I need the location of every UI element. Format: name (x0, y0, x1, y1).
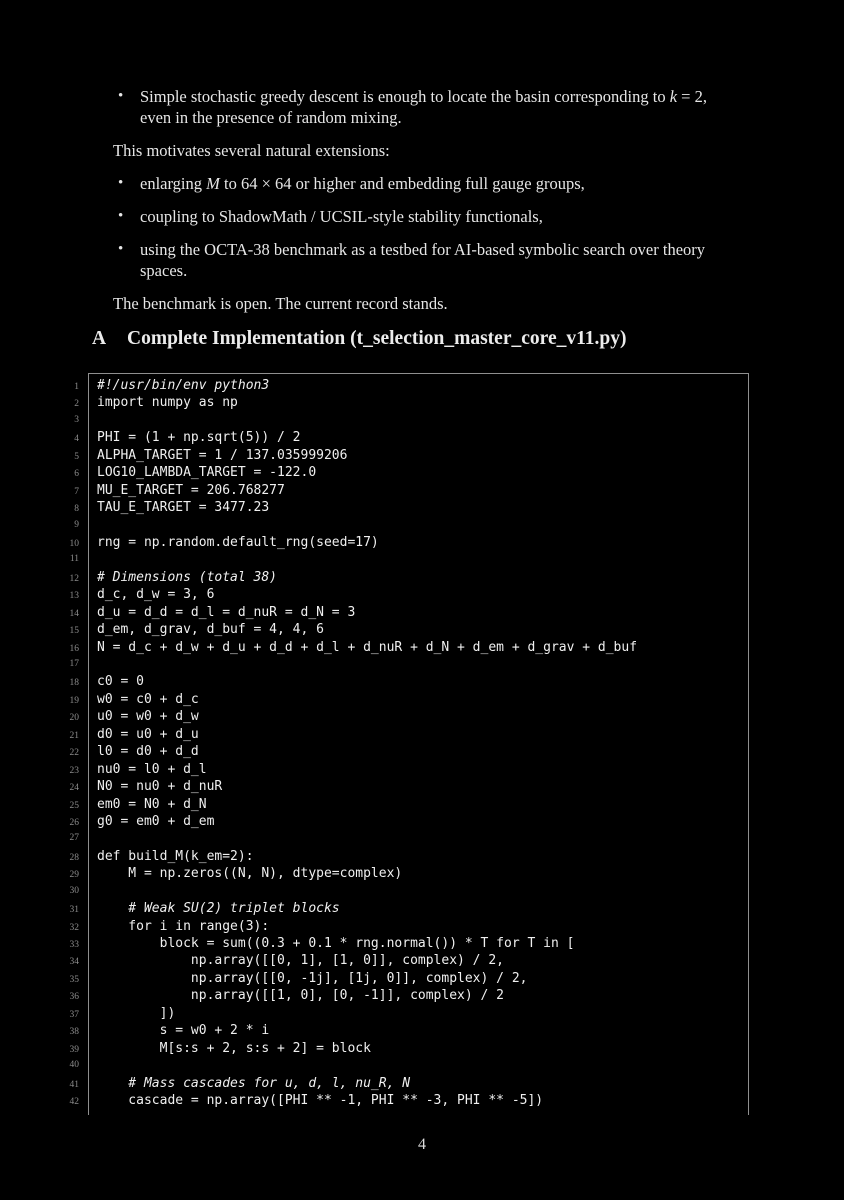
code-line (52, 935, 749, 952)
code-line (52, 429, 749, 446)
line-number: 18 (69, 678, 79, 689)
line-number: 38 (69, 1027, 79, 1038)
code-line (52, 1092, 749, 1109)
code-line (52, 708, 749, 725)
code-line (52, 865, 749, 882)
bullet-content (140, 173, 758, 194)
code-statement: TAU_E_TARGET = 3477.23 (97, 500, 270, 516)
code-line (52, 1075, 749, 1092)
code-line (52, 656, 749, 673)
code-statement: def build_M(k_em=2): (97, 848, 254, 864)
line-number: 25 (69, 800, 79, 811)
bullet-content (140, 239, 758, 281)
line-number: 15 (69, 626, 79, 637)
bullet-line (140, 86, 758, 107)
line-number: 2 (74, 399, 79, 410)
code-line (52, 1040, 749, 1057)
code-statement: N = d_c + d_w + d_u + d_d + d_l + d_nuR + d_N + d_em + d_grav + d_buf (97, 639, 638, 655)
code-statement: ALPHA_TARGET = 1 / 137.035999206 (97, 447, 348, 463)
bullet-icon: • (118, 241, 124, 257)
code-line (52, 1005, 749, 1022)
line-number: 39 (69, 1044, 79, 1055)
math-variable: k (669, 87, 678, 106)
code-statement: M[s:s + 2, s:s + 2] = block (97, 1040, 371, 1056)
bullet-item (113, 206, 758, 227)
line-number: 20 (69, 713, 79, 724)
line-number: 30 (69, 885, 79, 896)
code-statement: em0 = N0 + d_N (97, 796, 207, 812)
code-line (52, 726, 749, 743)
line-number: 36 (69, 992, 79, 1003)
code-lines (52, 373, 749, 1115)
code-statement: d_c, d_w = 3, 6 (97, 587, 215, 603)
code-statement: import numpy as np (97, 395, 238, 411)
paragraph: The benchmark is open. The current record stands. (113, 294, 448, 313)
line-number: 3 (74, 414, 79, 425)
line-number: 7 (74, 486, 79, 497)
code-line (52, 952, 749, 969)
page-footer (0, 1136, 844, 1154)
code-line (52, 412, 749, 429)
bullet-text: to 64 × 64 or higher and embedding full gauge groups, (219, 174, 585, 193)
code-line (52, 743, 749, 760)
code-statement: np.array([[0, 1], [1, 0]], complex) / 2, (97, 953, 504, 969)
line-number: 37 (69, 1009, 79, 1020)
code-line (52, 813, 749, 830)
code-statement: d0 = u0 + d_u (97, 726, 199, 742)
line-number: 26 (69, 817, 79, 828)
code-statement: g0 = em0 + d_em (97, 813, 215, 829)
code-statement: rng = np.random.default_rng(seed=17) (97, 534, 379, 550)
line-number: 9 (74, 519, 79, 530)
code-line (52, 1022, 749, 1039)
line-number: 8 (74, 504, 79, 515)
code-comment: # Mass cascades for u, d, l, nu_R, N (97, 1075, 411, 1091)
line-number: 11 (69, 554, 79, 565)
code-line (52, 464, 749, 481)
line-number: 22 (69, 748, 79, 759)
line-number: 1 (74, 382, 79, 392)
code-statement: np.array([[1, 0], [0, -1]], complex) / 2 (97, 988, 504, 1004)
code-line (52, 673, 749, 690)
code-line (52, 691, 749, 708)
section-heading (92, 328, 627, 350)
code-line (52, 639, 749, 656)
bullet-content (140, 206, 758, 227)
code-statement: l0 = d0 + d_d (97, 744, 199, 760)
line-number: 31 (69, 905, 79, 916)
code-statement: M = np.zeros((N, N), dtype=complex) (97, 866, 403, 882)
code-line (52, 883, 749, 900)
line-number: 42 (69, 1096, 79, 1107)
line-number: 40 (69, 1060, 79, 1071)
code-line (52, 900, 749, 917)
code-statement: d_em, d_grav, d_buf = 4, 4, 6 (97, 622, 324, 638)
code-statement: nu0 = l0 + d_l (97, 761, 207, 777)
line-number: 34 (69, 957, 79, 968)
body-text-block (113, 86, 758, 326)
line-number: 29 (69, 870, 79, 881)
bullet-line: spaces. (140, 261, 188, 280)
code-line (52, 586, 749, 603)
code-line (52, 848, 749, 865)
line-number: 10 (69, 538, 79, 549)
code-statement: PHI = (1 + np.sqrt(5)) / 2 (97, 430, 301, 446)
bullet-icon: • (118, 208, 124, 224)
line-number: 4 (74, 434, 79, 445)
bullet-icon: • (118, 175, 124, 191)
code-line (52, 604, 749, 621)
line-number: 32 (69, 922, 79, 933)
code-line (52, 987, 749, 1004)
code-line (52, 377, 749, 394)
code-line (52, 830, 749, 847)
code-line (52, 778, 749, 795)
line-number: 33 (69, 940, 79, 950)
code-statement: for i in range(3): (97, 918, 270, 934)
code-statement: ]) (97, 1005, 176, 1021)
bullet-item (113, 173, 758, 194)
page-number: 4 (418, 1136, 426, 1153)
line-number: 16 (69, 643, 79, 654)
line-number: 35 (69, 974, 79, 985)
line-number: 5 (74, 451, 79, 462)
line-number: 21 (69, 730, 79, 741)
code-comment: # Weak SU(2) triplet blocks (97, 901, 340, 917)
line-number: 28 (69, 852, 79, 863)
line-number: 23 (69, 765, 79, 776)
line-number: 19 (69, 695, 79, 706)
bullet-line: using the OCTA-38 benchmark as a testbed for AI-based symbolic search over theory (140, 240, 706, 259)
code-comment: # Dimensions (total 38) (97, 569, 278, 585)
section-label: A (92, 328, 107, 349)
code-line (52, 1057, 749, 1074)
code-line (52, 499, 749, 516)
bullet-text: Simple stochastic greedy descent is enough to locate the basin corresponding to (140, 87, 670, 106)
line-number: 14 (69, 608, 79, 619)
code-statement: MU_E_TARGET = 206.768277 (97, 482, 285, 498)
line-number: 41 (69, 1079, 79, 1090)
code-line (52, 517, 749, 534)
code-line (52, 621, 749, 638)
code-line (52, 482, 749, 499)
code-statement: s = w0 + 2 * i (97, 1023, 270, 1039)
code-statement: N0 = nu0 + d_nuR (97, 779, 223, 795)
bullet-line: even in the presence of random mixing. (140, 108, 402, 127)
code-statement: w0 = c0 + d_c (97, 691, 199, 707)
code-statement: c0 = 0 (97, 674, 144, 690)
code-line (52, 447, 749, 464)
line-number: 12 (69, 573, 79, 584)
paragraph: This motivates several natural extensions: (113, 141, 390, 160)
section-title: Complete Implementation (t_selection_master_core_v11.py) (127, 328, 627, 349)
code-line (52, 534, 749, 551)
bullet-content (140, 86, 758, 128)
code-line (52, 970, 749, 987)
line-number: 24 (69, 783, 79, 794)
code-line (52, 551, 749, 568)
bullet-text: enlarging (140, 174, 207, 193)
code-statement: u0 = w0 + d_w (97, 709, 199, 725)
line-number: 6 (74, 469, 79, 480)
code-line (52, 796, 749, 813)
bullet-line (140, 173, 758, 194)
line-number: 27 (69, 833, 79, 844)
bullet-icon: • (118, 88, 124, 104)
bullet-text: = 2, (677, 87, 707, 106)
code-statement: block = sum((0.3 + 0.1 * rng.normal()) * T for T in [ (97, 936, 575, 951)
code-statement: np.array([[0, -1j], [1j, 0]], complex) / 2, (97, 970, 528, 986)
code-line (52, 918, 749, 935)
code-line (52, 394, 749, 411)
bullet-line: coupling to ShadowMath / UCSIL-style stability functionals, (140, 207, 543, 226)
bullet-item (113, 86, 758, 128)
code-line (52, 569, 749, 586)
math-variable: M (206, 174, 220, 193)
code-statement: d_u = d_d = d_l = d_nuR = d_N = 3 (97, 604, 356, 620)
line-number: 13 (69, 591, 79, 602)
bullet-item (113, 239, 758, 281)
code-statement: LOG10_LAMBDA_TARGET = -122.0 (97, 465, 317, 481)
line-number: 17 (69, 659, 79, 669)
code-listing (52, 373, 749, 1115)
code-statement: cascade = np.array([PHI ** -1, PHI ** -3, PHI ** -5]) (97, 1092, 544, 1108)
code-line (52, 761, 749, 778)
code-comment: #!/usr/bin/env python3 (97, 378, 270, 393)
